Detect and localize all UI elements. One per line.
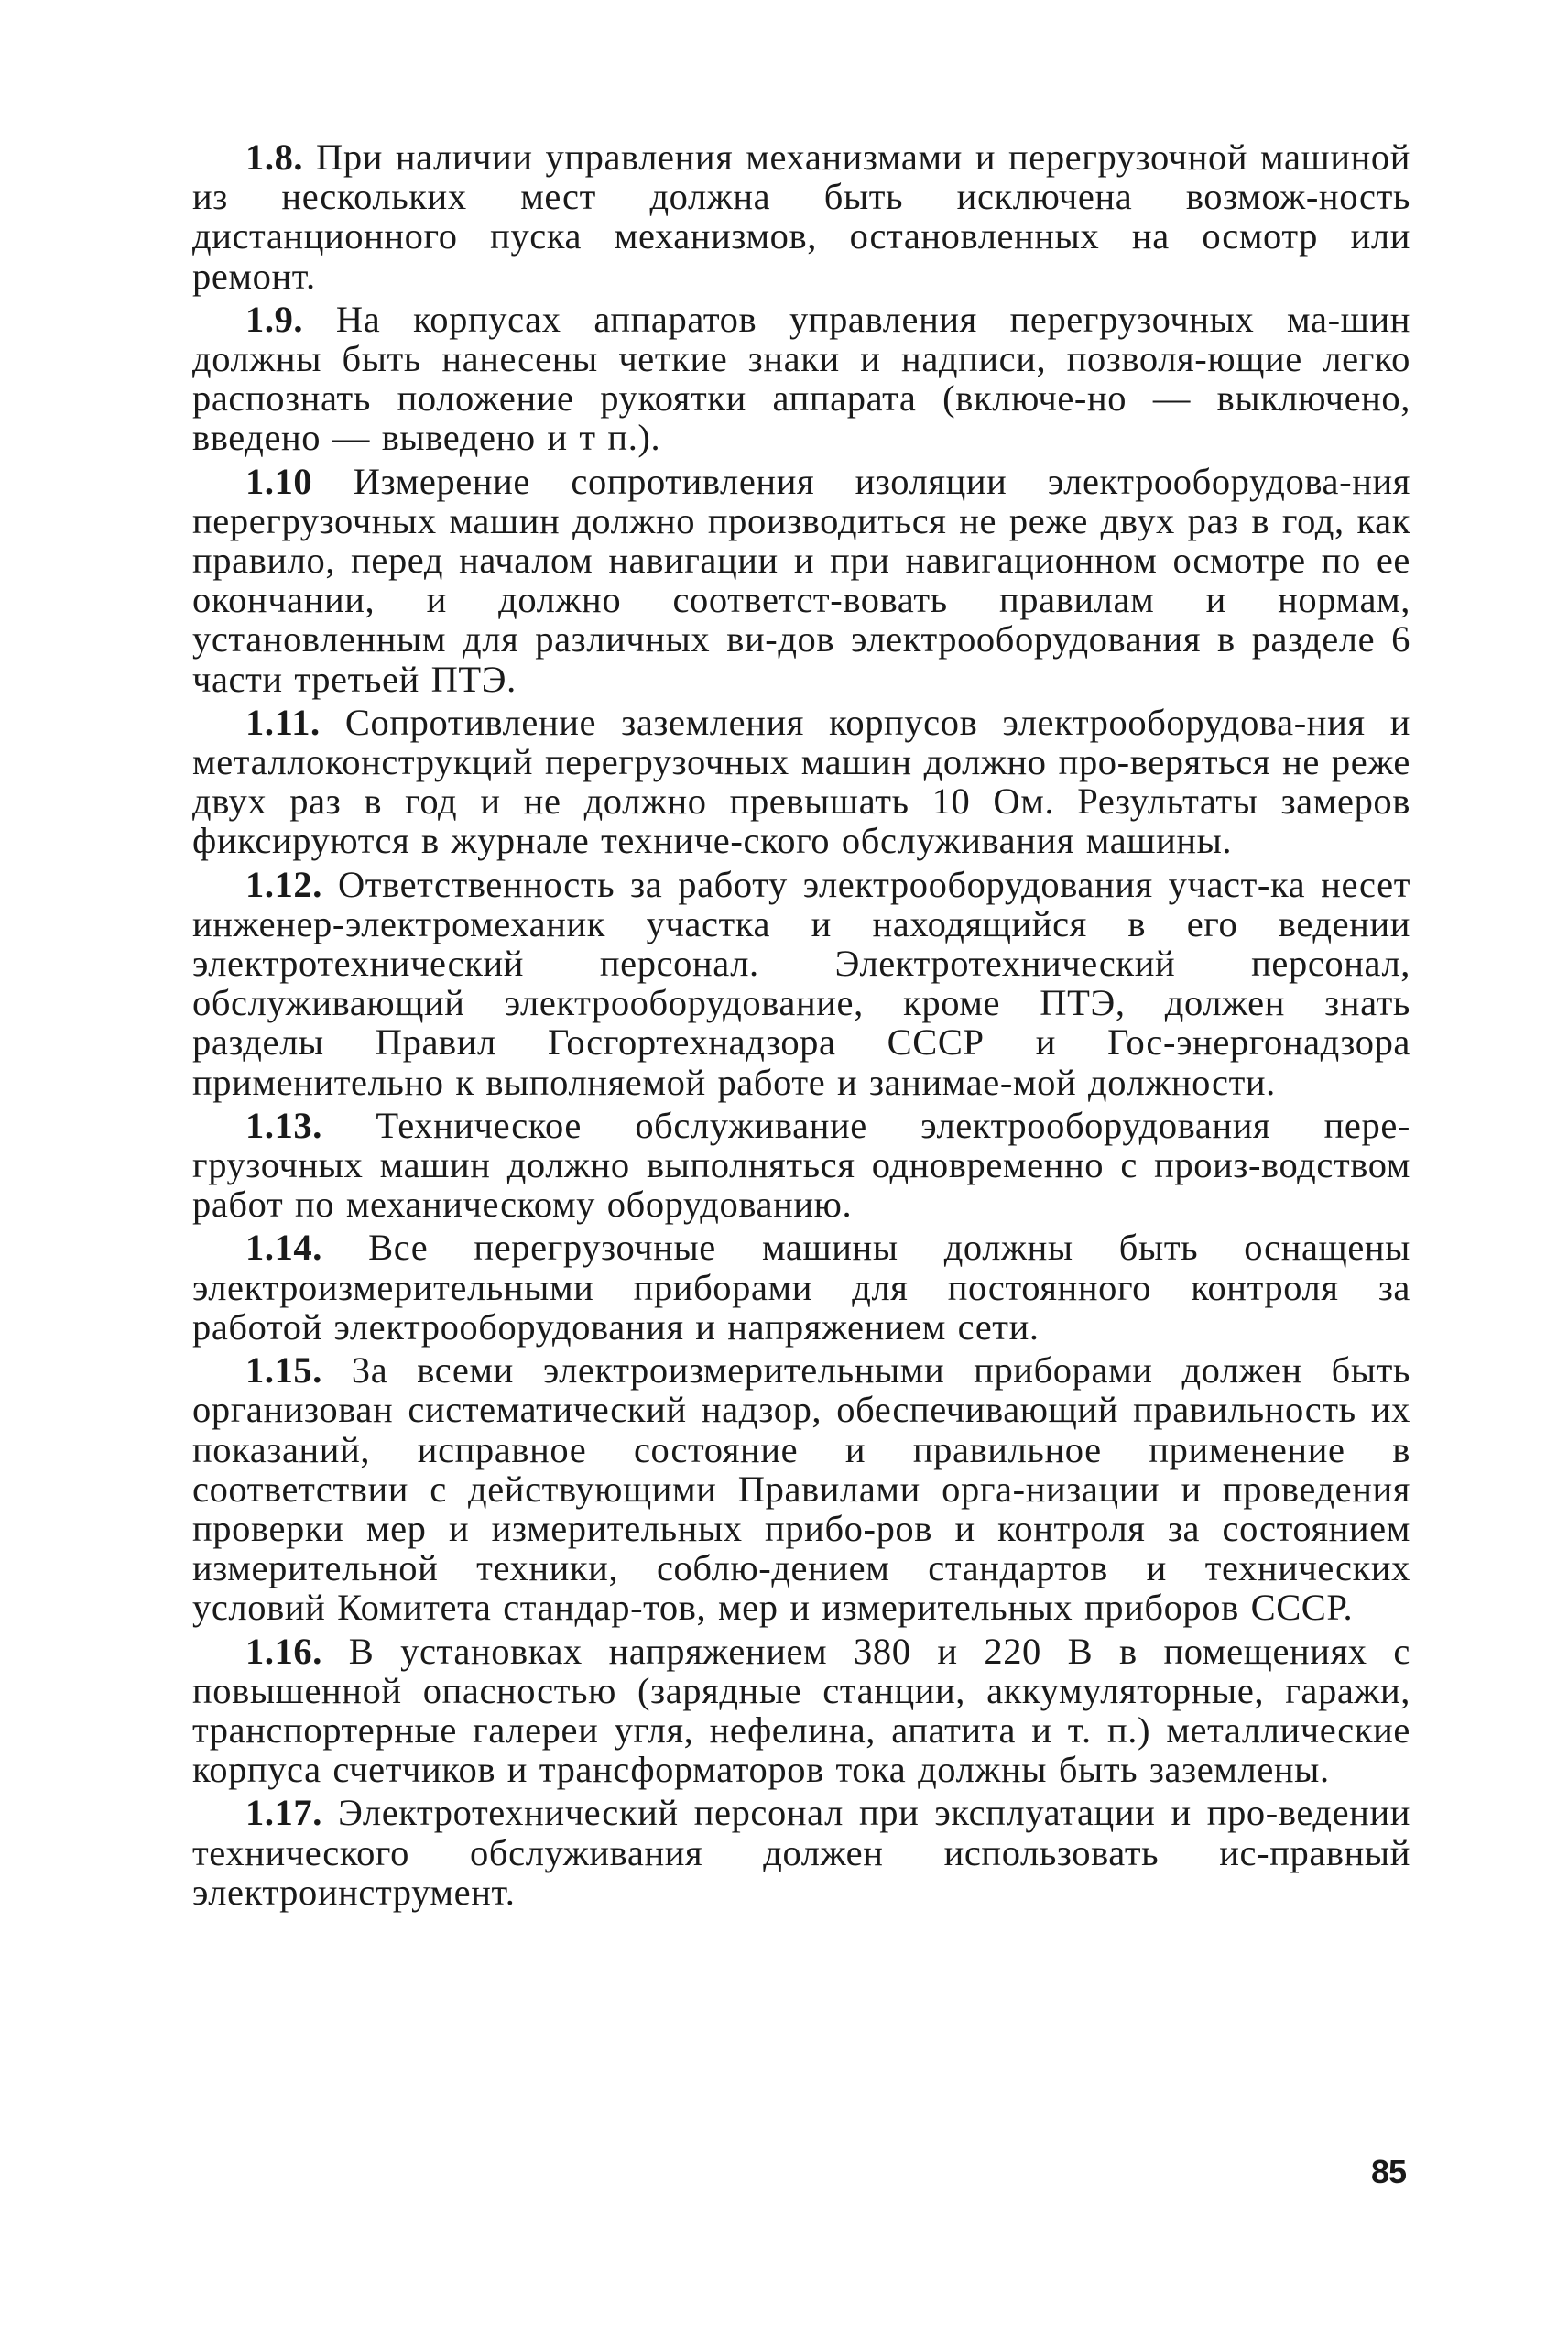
paragraph-1-15 [192, 1350, 1410, 1627]
paragraph-1-10 [192, 462, 1410, 699]
paragraph-text: Ответственность за работу электрооборудования участ-ка несет инженер-электромеханик участка и находящийся в его ведении электротехнический персонал. Электротехнический персонал, обслуживающий электрооборудование, кроме ПТЭ, должен знать разделы Правил Госгортехнадзора СССР и Гос-энергонадзора применительно к выполняемой работе и занимае-мой должности. [192, 863, 1410, 1103]
paragraph-text: При наличии управления механизмами и перегрузочной машиной из нескольких мест должна быть исключена возмож-ность дистанционного пуска механизмов, остановленных на осмотр или ремонт. [192, 136, 1410, 297]
paragraph-number: 1.13. [245, 1104, 322, 1146]
paragraph-1-16 [192, 1632, 1410, 1790]
paragraph-1-9 [192, 300, 1410, 458]
paragraph-number: 1.15. [245, 1349, 322, 1392]
paragraph-1-13 [192, 1106, 1410, 1225]
paragraph-number: 1.10 [245, 460, 313, 502]
paragraph-1-14 [192, 1228, 1410, 1347]
document-body [192, 137, 1410, 1916]
paragraph-text: Сопротивление заземления корпусов электрооборудова-ния и металлоконструкций перегрузочных машин должно про-веряться не реже двух раз в год и не должно превышать 10 Ом. Результаты замеров фиксируются в журнале техниче-ского обслуживания машины. [192, 701, 1410, 862]
paragraph-number: 1.9. [245, 298, 304, 340]
paragraph-1-11 [192, 703, 1410, 861]
paragraph-text: На корпусах аппаратов управления перегрузочных ма-шин должны быть нанесены четкие знаки и надписи, позволя-ющие легко распознать положение рукоятки аппарата (включе-но — выключено, введено — выведено и т п.). [192, 298, 1410, 459]
paragraph-text: За всеми электроизмерительными приборами должен быть организован систематический надзор, обеспечивающий правильность их показаний, исправное состояние и правильное применение в соответствии с действующими Правилами орга-низации и проведения проверки мер и измерительных прибо-ров и контроля за состоянием измерительной техники, соблю-дением стандартов и технических условий Комитета стандар-тов, мер и измерительных приборов СССР. [192, 1349, 1410, 1629]
paragraph-1-12 [192, 865, 1410, 1102]
paragraph-number: 1.14. [245, 1227, 322, 1269]
paragraph-number: 1.8. [245, 136, 304, 178]
paragraph-text: В установках напряжением 380 и 220 В в помещениях с повышенной опасностью (зарядные станции, аккумуляторные, гаражи, транспортерные галереи угля, нефелина, апатита и т. п.) металлические корпуса счетчиков и трансформаторов тока должны быть заземлены. [192, 1630, 1410, 1791]
paragraph-1-17 [192, 1793, 1410, 1912]
page-number: 85 [1371, 2153, 1407, 2190]
paragraph-number: 1.17. [245, 1792, 322, 1834]
paragraph-1-8 [192, 137, 1410, 296]
paragraph-number: 1.12. [245, 863, 322, 905]
paragraph-text: Техническое обслуживание электрооборудования пере-грузочных машин должно выполняться одновременно с произ-водством работ по механическому оборудованию. [192, 1104, 1410, 1226]
paragraph-text: Измерение сопротивления изоляции электрооборудова-ния перегрузочных машин должно производиться не реже двух раз в год, как правило, перед началом навигации и при навигационном осмотре по ее окончании, и должно соответст-вовать правилам и нормам, установленным для различных ви-дов электрооборудования в разделе 6 части третьей ПТЭ. [192, 460, 1410, 700]
paragraph-text: Все перегрузочные машины должны быть оснащены электроизмерительными приборами для постоянного контроля за работой электрооборудования и напряжением сети. [192, 1227, 1410, 1348]
paragraph-number: 1.11. [245, 701, 321, 743]
paragraph-text: Электротехнический персонал при эксплуатации и про-ведении технического обслуживания должен использовать ис-правный электроинструмент. [192, 1792, 1410, 1913]
paragraph-number: 1.16. [245, 1630, 322, 1672]
